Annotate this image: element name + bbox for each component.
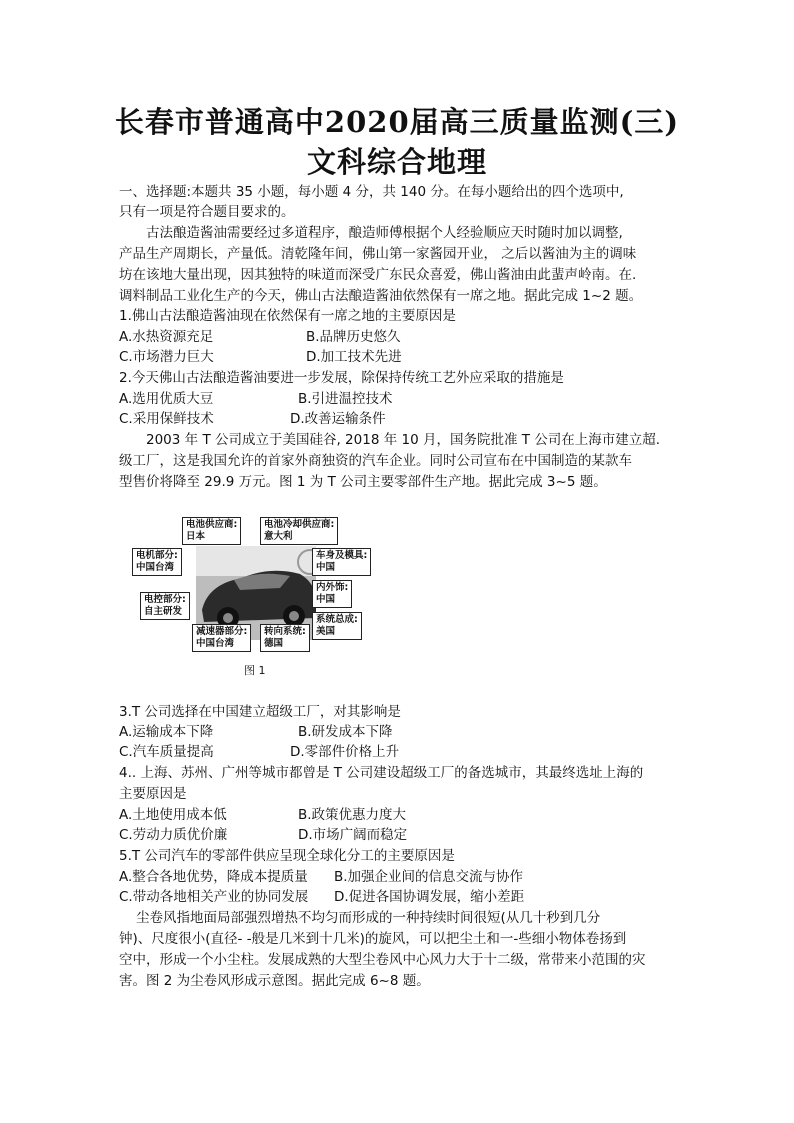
option-c: C.汽车质量提高 bbox=[119, 744, 214, 760]
passage-line: 钟)、尺度很小(直径- -般是几米到十几米)的旋风，可以把尘土和一-些细小物体卷扬到 bbox=[119, 931, 627, 947]
passage-line: 产品生产周期长，产量低。清乾隆年间，佛山第一家酱园开业， 之后以酱油为主的调味 bbox=[119, 246, 637, 262]
passage-line: 古法酿造酱油需要经过多道程序，酿造师傅根据个人经验顺应天时随时加以调整, bbox=[146, 225, 623, 241]
option-a: A.整合各地优势，降成本提质量 bbox=[119, 869, 308, 885]
label-motor: 电机部分: 中国台湾 bbox=[132, 548, 182, 576]
question-stem: 3.T 公司选择在中国建立超级工厂，对其影响是 bbox=[119, 704, 401, 720]
option-b: B.品牌历史悠久 bbox=[306, 329, 401, 345]
passage-line: 尘卷风指地面局部强烈增热不均匀而形成的一种持续时间很短(从几十秒到几分 bbox=[136, 910, 601, 926]
label-battery-supplier: 电池供应商: 日本 bbox=[182, 517, 241, 545]
option-c: C.带动各地相关产业的协同发展 bbox=[119, 889, 309, 905]
title-line-2: 文科综合地理 bbox=[306, 145, 487, 179]
option-c: C.采用保鲜技术 bbox=[119, 411, 214, 427]
label-battery-cooling: 电池冷却供应商: 意大利 bbox=[260, 517, 338, 545]
passage-line: 调料制品工业化生产的今天，佛山古法酿造酱油依然保有一席之地。据此完成 1~2 题。 bbox=[119, 288, 643, 304]
option-c: C.劳动力质优价廉 bbox=[119, 827, 228, 843]
question-stem: 2.今天佛山古法酿造酱油要进一步发展，除保持传统工艺外应采取的措施是 bbox=[119, 370, 564, 386]
option-d: D.促进各国协调发展，缩小差距 bbox=[334, 889, 525, 905]
figure-caption: 图 1 bbox=[244, 664, 266, 677]
option-a: A.运输成本下降 bbox=[119, 724, 214, 740]
label-steering: 转向系统: 德国 bbox=[260, 624, 310, 652]
passage-line: 空中，形成一个小尘柱。发展成熟的大型尘卷风中心风力大于十二级，常带来小范围的灾 bbox=[119, 952, 646, 968]
question-stem: 5.T 公司汽车的零部件供应呈现全球化分工的主要原因是 bbox=[119, 848, 455, 864]
instructions-line: 一、选择题:本题共 35 小题，每小题 4 分，共 140 分。在每小题给出的四个选项中, bbox=[119, 184, 624, 200]
option-a: A.土地使用成本低 bbox=[119, 807, 227, 823]
option-d: D.市场广阔而稳定 bbox=[298, 827, 408, 843]
option-b: B.引进温控技术 bbox=[298, 391, 393, 407]
option-b: B.研发成本下降 bbox=[298, 724, 393, 740]
passage-line: 2003 年 T 公司成立于美国硅谷, 2018 年 10 月，国务院批准 T 公司在上海市建立超. bbox=[146, 432, 661, 448]
instructions-line: 只有一项是符合题目要求的。 bbox=[119, 204, 295, 220]
option-c: C.市场潜力巨大 bbox=[119, 349, 214, 365]
label-body-mold: 车身及模具: 中国 bbox=[312, 548, 371, 576]
option-a: A.选用优质大豆 bbox=[119, 391, 214, 407]
option-d: D.零部件价格上升 bbox=[290, 744, 400, 760]
passage-line: 级工厂，这是我国允许的首家外商独资的汽车企业。同时公司宣布在中国制造的某款车 bbox=[119, 453, 632, 469]
option-b: B.政策优惠力度大 bbox=[298, 807, 407, 823]
passage-line: 坊在该地大量出现，因其独特的味道而深受广东民众喜爱，佛山酱油由此蜚声岭南。在. bbox=[119, 267, 637, 283]
question-stem: 1.佛山古法酿造酱油现在依然保有一席之地的主要原因是 bbox=[119, 308, 456, 324]
option-b: B.加强企业间的信息交流与协作 bbox=[334, 869, 524, 885]
question-stem: 4.. 上海、苏州、广州等城市都曾是 T 公司建设超级工厂的备选城市，其最终选址上海的 bbox=[119, 765, 644, 781]
label-electronic-control: 电控部分: 自主研发 bbox=[140, 592, 190, 620]
option-d: D.加工技术先进 bbox=[306, 349, 402, 365]
option-d: D.改善运输条件 bbox=[290, 411, 386, 427]
option-a: A.水热资源充足 bbox=[119, 329, 214, 345]
passage-line: 害。图 2 为尘卷风形成示意图。据此完成 6~8 题。 bbox=[119, 973, 430, 989]
question-stem: 主要原因是 bbox=[119, 786, 187, 802]
label-gearbox: 减速器部分: 中国台湾 bbox=[192, 624, 251, 652]
figure-1 bbox=[130, 514, 380, 649]
label-system: 系统总成: 美国 bbox=[312, 612, 362, 640]
label-interior: 内外饰: 中国 bbox=[312, 580, 352, 608]
passage-line: 型售价将降至 29.9 万元。图 1 为 T 公司主要零部件生产地。据此完成 3~5 题。 bbox=[119, 474, 607, 490]
title-line-1: 长春市普通高中2020届高三质量监测(三) bbox=[114, 105, 680, 139]
